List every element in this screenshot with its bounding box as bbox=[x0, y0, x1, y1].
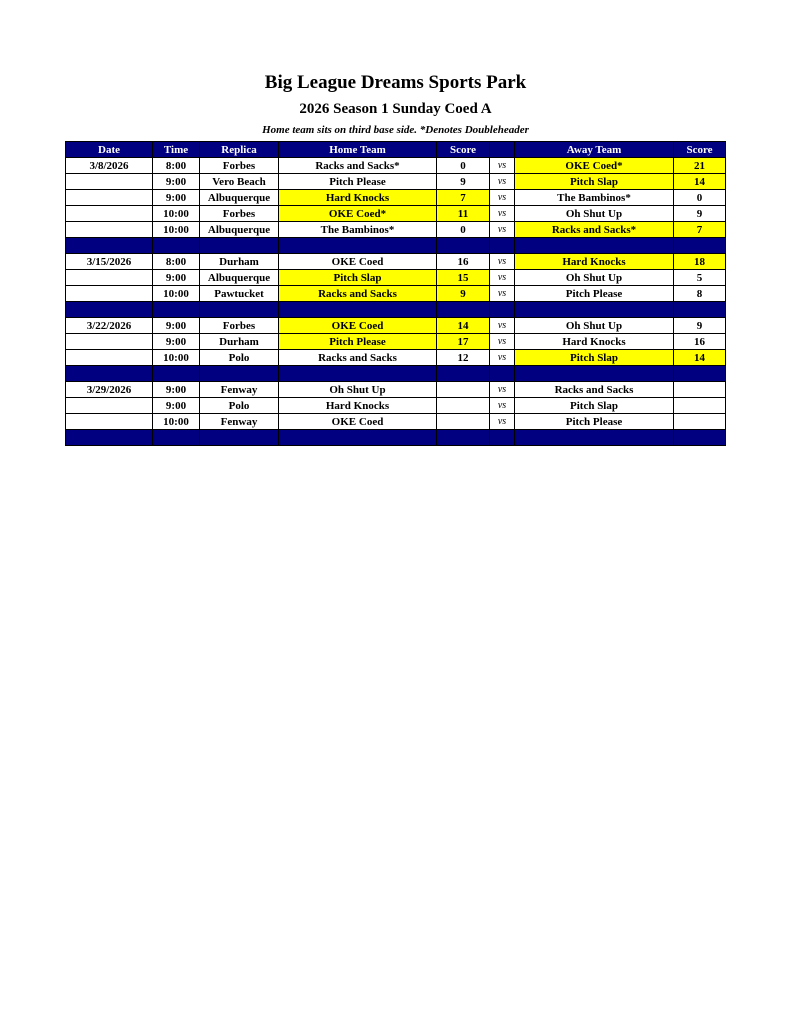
home-team-cell: OKE Coed* bbox=[279, 206, 437, 222]
home-team-cell: Hard Knocks bbox=[279, 398, 437, 414]
separator-cell bbox=[490, 238, 515, 254]
week-separator-row bbox=[66, 238, 726, 254]
separator-cell bbox=[153, 302, 200, 318]
header-row bbox=[66, 142, 726, 158]
page-title: Big League Dreams Sports Park bbox=[264, 72, 527, 93]
away-score-cell: 9 bbox=[674, 206, 726, 222]
separator-cell bbox=[490, 302, 515, 318]
separator-cell bbox=[153, 430, 200, 446]
replica-cell: Albuquerque bbox=[200, 222, 279, 238]
home-score-cell bbox=[437, 414, 490, 430]
home-score-cell: 9 bbox=[437, 286, 490, 302]
header-home-score: Score bbox=[437, 142, 490, 158]
away-score-cell: 16 bbox=[674, 334, 726, 350]
replica-cell: Fenway bbox=[200, 382, 279, 398]
game-row bbox=[66, 222, 726, 238]
replica-cell: Durham bbox=[200, 334, 279, 350]
replica-cell: Vero Beach bbox=[200, 174, 279, 190]
separator-cell bbox=[66, 302, 153, 318]
home-score-cell: 0 bbox=[437, 222, 490, 238]
away-team-cell: Oh Shut Up bbox=[515, 318, 674, 334]
separator-cell bbox=[515, 302, 674, 318]
away-team-cell: Pitch Slap bbox=[515, 174, 674, 190]
date-cell bbox=[66, 270, 153, 286]
vs-cell: vs bbox=[490, 382, 515, 398]
away-team-cell: Oh Shut Up bbox=[515, 270, 674, 286]
vs-cell: vs bbox=[490, 414, 515, 430]
vs-cell: vs bbox=[490, 206, 515, 222]
vs-cell: vs bbox=[490, 334, 515, 350]
replica-cell: Forbes bbox=[200, 206, 279, 222]
replica-cell: Albuquerque bbox=[200, 270, 279, 286]
home-score-cell: 7 bbox=[437, 190, 490, 206]
away-score-cell bbox=[674, 398, 726, 414]
replica-cell: Polo bbox=[200, 350, 279, 366]
home-score-cell: 9 bbox=[437, 174, 490, 190]
vs-cell: vs bbox=[490, 190, 515, 206]
away-score-cell: 9 bbox=[674, 318, 726, 334]
game-row bbox=[66, 398, 726, 414]
away-score-cell bbox=[674, 382, 726, 398]
away-team-cell: OKE Coed* bbox=[515, 158, 674, 174]
week-separator-row bbox=[66, 366, 726, 382]
week-separator-row bbox=[66, 430, 726, 446]
separator-cell bbox=[515, 366, 674, 382]
time-cell: 9:00 bbox=[153, 382, 200, 398]
separator-cell bbox=[200, 238, 279, 254]
home-score-cell bbox=[437, 382, 490, 398]
game-row bbox=[66, 414, 726, 430]
header-time: Time bbox=[153, 142, 200, 158]
date-cell bbox=[66, 398, 153, 414]
replica-cell: Forbes bbox=[200, 318, 279, 334]
vs-cell: vs bbox=[490, 398, 515, 414]
vs-cell: vs bbox=[490, 254, 515, 270]
home-score-cell: 17 bbox=[437, 334, 490, 350]
separator-cell bbox=[279, 430, 437, 446]
separator-cell bbox=[279, 238, 437, 254]
home-team-cell: Racks and Sacks bbox=[279, 350, 437, 366]
separator-cell bbox=[490, 366, 515, 382]
away-score-cell: 0 bbox=[674, 190, 726, 206]
game-row bbox=[66, 334, 726, 350]
game-row bbox=[66, 254, 726, 270]
schedule-body bbox=[66, 158, 726, 446]
replica-cell: Fenway bbox=[200, 414, 279, 430]
away-team-cell: Hard Knocks bbox=[515, 254, 674, 270]
home-team-cell: Pitch Please bbox=[279, 334, 437, 350]
game-row bbox=[66, 318, 726, 334]
home-score-cell: 14 bbox=[437, 318, 490, 334]
date-cell bbox=[66, 414, 153, 430]
home-score-cell: 0 bbox=[437, 158, 490, 174]
game-row bbox=[66, 286, 726, 302]
header-vs bbox=[490, 142, 515, 158]
away-score-cell bbox=[674, 414, 726, 430]
home-team-cell: Racks and Sacks bbox=[279, 286, 437, 302]
separator-cell bbox=[200, 302, 279, 318]
date-cell: 3/8/2026 bbox=[66, 158, 153, 174]
home-team-cell: OKE Coed bbox=[279, 318, 437, 334]
separator-cell bbox=[437, 302, 490, 318]
separator-cell bbox=[515, 430, 674, 446]
time-cell: 9:00 bbox=[153, 398, 200, 414]
away-score-cell: 14 bbox=[674, 174, 726, 190]
away-score-cell: 18 bbox=[674, 254, 726, 270]
game-row bbox=[66, 382, 726, 398]
schedule-table bbox=[65, 141, 726, 446]
game-row bbox=[66, 206, 726, 222]
time-cell: 10:00 bbox=[153, 350, 200, 366]
away-score-cell: 7 bbox=[674, 222, 726, 238]
time-cell: 9:00 bbox=[153, 334, 200, 350]
game-row bbox=[66, 158, 726, 174]
replica-cell: Albuquerque bbox=[200, 190, 279, 206]
date-cell bbox=[66, 222, 153, 238]
away-team-cell: Racks and Sacks* bbox=[515, 222, 674, 238]
header-away-team: Away Team bbox=[515, 142, 674, 158]
home-score-cell: 16 bbox=[437, 254, 490, 270]
replica-cell: Polo bbox=[200, 398, 279, 414]
separator-cell bbox=[279, 302, 437, 318]
replica-cell: Durham bbox=[200, 254, 279, 270]
home-team-cell: Oh Shut Up bbox=[279, 382, 437, 398]
separator-cell bbox=[437, 238, 490, 254]
away-score-cell: 21 bbox=[674, 158, 726, 174]
separator-cell bbox=[674, 302, 726, 318]
home-team-cell: OKE Coed bbox=[279, 414, 437, 430]
away-team-cell: Pitch Please bbox=[515, 414, 674, 430]
header-replica: Replica bbox=[200, 142, 279, 158]
home-score-cell: 12 bbox=[437, 350, 490, 366]
date-cell bbox=[66, 350, 153, 366]
time-cell: 8:00 bbox=[153, 158, 200, 174]
separator-cell bbox=[437, 366, 490, 382]
vs-cell: vs bbox=[490, 174, 515, 190]
game-row bbox=[66, 350, 726, 366]
home-score-cell: 15 bbox=[437, 270, 490, 286]
game-row bbox=[66, 190, 726, 206]
schedule-note: Home team sits on third base side. *Denotes Doubleheader bbox=[262, 124, 529, 136]
time-cell: 10:00 bbox=[153, 286, 200, 302]
time-cell: 10:00 bbox=[153, 222, 200, 238]
vs-cell: vs bbox=[490, 270, 515, 286]
separator-cell bbox=[674, 366, 726, 382]
separator-cell bbox=[674, 238, 726, 254]
vs-cell: vs bbox=[490, 286, 515, 302]
home-team-cell: Hard Knocks bbox=[279, 190, 437, 206]
away-team-cell: Pitch Slap bbox=[515, 350, 674, 366]
date-cell bbox=[66, 334, 153, 350]
page-subtitle: 2026 Season 1 Sunday Coed A bbox=[299, 101, 492, 117]
separator-cell bbox=[153, 238, 200, 254]
away-team-cell: Pitch Slap bbox=[515, 398, 674, 414]
replica-cell: Forbes bbox=[200, 158, 279, 174]
separator-cell bbox=[279, 366, 437, 382]
header-home-team: Home Team bbox=[279, 142, 437, 158]
date-cell: 3/22/2026 bbox=[66, 318, 153, 334]
replica-cell: Pawtucket bbox=[200, 286, 279, 302]
vs-cell: vs bbox=[490, 318, 515, 334]
home-team-cell: Pitch Please bbox=[279, 174, 437, 190]
time-cell: 9:00 bbox=[153, 318, 200, 334]
away-team-cell: Pitch Please bbox=[515, 286, 674, 302]
away-score-cell: 8 bbox=[674, 286, 726, 302]
time-cell: 8:00 bbox=[153, 254, 200, 270]
game-row bbox=[66, 174, 726, 190]
date-cell bbox=[66, 174, 153, 190]
home-score-cell: 11 bbox=[437, 206, 490, 222]
separator-cell bbox=[200, 366, 279, 382]
separator-cell bbox=[66, 238, 153, 254]
separator-cell bbox=[490, 430, 515, 446]
time-cell: 9:00 bbox=[153, 190, 200, 206]
separator-cell bbox=[153, 366, 200, 382]
away-team-cell: Oh Shut Up bbox=[515, 206, 674, 222]
away-team-cell: Racks and Sacks bbox=[515, 382, 674, 398]
date-cell: 3/29/2026 bbox=[66, 382, 153, 398]
separator-cell bbox=[66, 430, 153, 446]
separator-cell bbox=[66, 366, 153, 382]
date-cell bbox=[66, 286, 153, 302]
home-team-cell: Racks and Sacks* bbox=[279, 158, 437, 174]
separator-cell bbox=[200, 430, 279, 446]
time-cell: 10:00 bbox=[153, 206, 200, 222]
header-away-score: Score bbox=[674, 142, 726, 158]
home-team-cell: OKE Coed bbox=[279, 254, 437, 270]
time-cell: 9:00 bbox=[153, 270, 200, 286]
separator-cell bbox=[437, 430, 490, 446]
home-team-cell: Pitch Slap bbox=[279, 270, 437, 286]
vs-cell: vs bbox=[490, 158, 515, 174]
header-date: Date bbox=[66, 142, 153, 158]
away-score-cell: 5 bbox=[674, 270, 726, 286]
vs-cell: vs bbox=[490, 222, 515, 238]
away-team-cell: The Bambinos* bbox=[515, 190, 674, 206]
date-cell bbox=[66, 206, 153, 222]
week-separator-row bbox=[66, 302, 726, 318]
away-score-cell: 14 bbox=[674, 350, 726, 366]
date-cell: 3/15/2026 bbox=[66, 254, 153, 270]
separator-cell bbox=[515, 238, 674, 254]
time-cell: 9:00 bbox=[153, 174, 200, 190]
separator-cell bbox=[674, 430, 726, 446]
time-cell: 10:00 bbox=[153, 414, 200, 430]
game-row bbox=[66, 270, 726, 286]
vs-cell: vs bbox=[490, 350, 515, 366]
away-team-cell: Hard Knocks bbox=[515, 334, 674, 350]
date-cell bbox=[66, 190, 153, 206]
home-score-cell bbox=[437, 398, 490, 414]
home-team-cell: The Bambinos* bbox=[279, 222, 437, 238]
